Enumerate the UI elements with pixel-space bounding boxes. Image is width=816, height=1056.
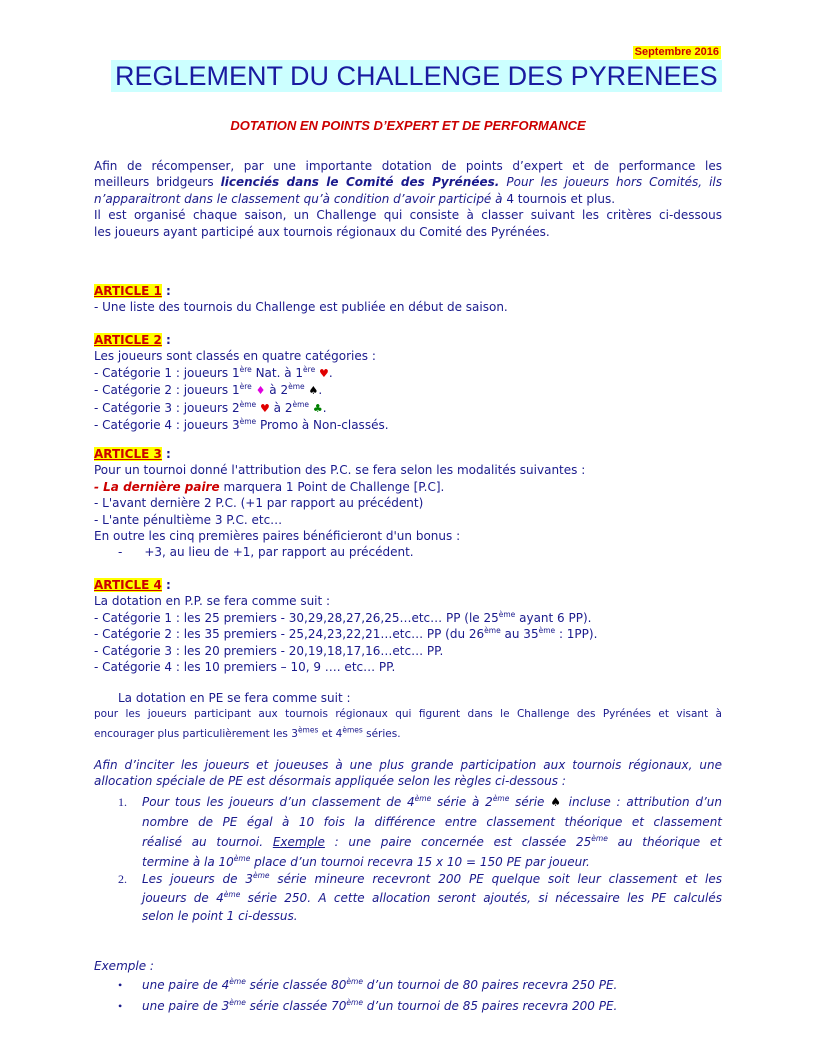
sup: ème <box>229 998 246 1007</box>
intro-paragraph <box>94 158 722 240</box>
article-heading <box>94 283 722 299</box>
article-label: ARTICLE 1 <box>94 284 162 298</box>
article-1 <box>94 283 722 316</box>
intro-line <box>94 191 722 207</box>
example-item <box>118 996 722 1017</box>
page-subtitle: DOTATION EN POINTS D’EXPERT ET DE PERFORMANCE <box>230 118 586 133</box>
allocation-item-2 <box>118 870 722 926</box>
sup: èmes <box>342 725 363 735</box>
intro-line: Il est organisé chaque saison, un Challenge qui consiste à classer suivant les critères ci-dessous <box>94 208 722 223</box>
article-line: En outre les cinq premières paires bénéficieront d'un bonus : <box>94 529 461 544</box>
text: au théorique et <box>607 835 722 849</box>
allocation-line: allocation spéciale de PE est désormais appliquée selon les règles ci-dessous : <box>94 774 566 789</box>
heart-icon: ♥ <box>319 366 329 380</box>
text: - Catégorie 1 : les 25 premiers - 30,29,28,27,26,25…etc… PP (le 25 <box>94 610 499 625</box>
sup: èmes <box>297 725 319 735</box>
spade-icon: ♠ <box>550 795 563 809</box>
allocation-item-1 <box>118 792 723 872</box>
text: Nat. à 1 <box>251 365 304 380</box>
category-line: - Catégorie 3 : les 20 premiers - 20,19,18,17,16…etc… PP. <box>94 643 444 658</box>
sup: ème <box>492 794 510 803</box>
example-link-text: Exemple <box>272 835 325 849</box>
article-colon: : <box>161 447 171 461</box>
text: une paire de 4 <box>142 978 230 992</box>
pe-section <box>94 690 722 742</box>
pe-heading: La dotation en PE se fera comme suit : <box>118 691 351 705</box>
item-line <box>142 889 722 908</box>
article-heading <box>94 577 722 593</box>
sup: ème <box>223 889 241 899</box>
item-line <box>142 870 722 889</box>
item-number: 1. <box>118 795 127 809</box>
text: - Catégorie 1 : joueurs 1 <box>94 365 240 380</box>
date-badge: Septembre 2016 <box>634 46 719 58</box>
sup: ème <box>288 382 305 392</box>
item-line: selon le point 1 ci-dessus. <box>142 909 298 923</box>
intro-italic: Pour les joueurs hors Comités, ils <box>499 175 723 190</box>
article-line: - L'ante pénultième 3 P.C. etc… <box>94 512 283 527</box>
category-line: - Catégorie 3 : joueurs 2ème ♥ à 2ème ♣. <box>94 399 327 415</box>
text: : une paire concernée est classée 25 <box>324 835 592 849</box>
sup: ème <box>253 871 270 880</box>
sup: ème <box>538 626 556 636</box>
text: ayant 6 PP). <box>515 610 592 625</box>
category-line <box>94 626 722 642</box>
text: au 35 <box>500 627 539 642</box>
text: marquera 1 Point de Challenge [P.C]. <box>219 479 445 494</box>
example-item <box>118 975 722 996</box>
pe-line <box>94 723 722 742</box>
sup: ème <box>239 417 257 427</box>
sup: ème <box>346 998 363 1007</box>
article-line: - Une liste des tournois du Challenge est publiée en début de saison. <box>94 300 508 315</box>
text: à 2 <box>269 400 293 415</box>
item-line <box>142 852 722 872</box>
sup: ème <box>414 794 432 803</box>
text: série classée 80 <box>245 978 347 992</box>
item-line <box>142 832 722 852</box>
article-label: ARTICLE 4 <box>94 578 162 592</box>
text: - Catégorie 3 : joueurs 2 <box>94 400 240 415</box>
category-line <box>94 417 722 433</box>
article-line: Pour un tournoi donné l'attribution des P.C. se fera selon les modalités suivantes : <box>94 463 586 478</box>
item-line: nombre de PE égal à 10 fois la différence entre classement théorique et classement <box>142 815 722 829</box>
article-2 <box>94 332 722 433</box>
club-icon: ♣ <box>312 401 323 415</box>
text: place d’un tournoi recevra 15 x 10 = 150 PE par joueur. <box>250 855 590 869</box>
article-line: La dotation en P.P. se fera comme suit : <box>94 594 331 609</box>
example-title: Exemple : <box>94 959 154 973</box>
sup: ème <box>498 609 516 619</box>
sup: ème <box>484 626 501 636</box>
text: - Catégorie 2 : les 35 premiers - 25,24,23,22,21…etc… PP (du 26 <box>94 627 485 642</box>
sup: ère <box>239 382 252 392</box>
article-line <box>94 479 722 495</box>
example-list <box>118 975 722 1017</box>
sup: ème <box>229 977 246 986</box>
text: série mineure recevront 200 PE quelque soit leur classement et les <box>269 872 722 886</box>
sup: ème <box>346 977 363 986</box>
text: Pour tous les joueurs d’un classement de 4 <box>142 795 415 809</box>
sup: ère <box>239 364 252 374</box>
intro-italic: n’apparaitront dans le classement qu’à condition d’avoir participé à <box>94 191 507 206</box>
category-line: - Catégorie 4 : les 10 premiers – 10, 9 …. etc… PP. <box>94 660 396 675</box>
article-heading <box>94 446 722 462</box>
diamond-icon: ♦ <box>255 384 266 398</box>
text: série à 2 <box>431 795 493 809</box>
article-colon: : <box>161 284 171 298</box>
dash: - <box>118 545 123 560</box>
article-3 <box>94 446 722 561</box>
article-label: ARTICLE 2 <box>94 333 162 347</box>
intro-text: 4 tournois et plus. <box>506 191 616 206</box>
intro-line <box>94 174 722 190</box>
page-title: REGLEMENT DU CHALLENGE DES PYRENEES <box>111 60 722 92</box>
pe-line: pour les joueurs participant aux tournois régionaux qui figurent dans le Challenge des Pyrénées et visant à <box>94 708 722 721</box>
category-line <box>94 610 722 626</box>
text: joueurs de 4 <box>142 890 224 905</box>
sup: ème <box>239 399 257 409</box>
allocation-line: Afin d’inciter les joueurs et joueuses à une plus grande participation aux tournois régionaux, une <box>94 758 722 772</box>
bullet-icon: • <box>118 999 123 1013</box>
text: termine à la 10 <box>142 855 234 869</box>
text: réalisé au tournoi. <box>142 835 273 849</box>
text: d’un tournoi de 80 paires recevra 250 PE. <box>362 978 618 992</box>
article-heading <box>94 332 722 348</box>
text: - Catégorie 2 : joueurs 1 <box>94 383 240 398</box>
sup: ème <box>591 834 608 843</box>
text: Les joueurs de 3 <box>142 872 253 886</box>
text: +3, au lieu de +1, par rapport au précédent. <box>144 545 414 560</box>
text: encourager plus particulièrement les 3 <box>94 727 298 740</box>
category-line: - Catégorie 1 : joueurs 1ère Nat. à 1ère ♥. <box>94 364 333 380</box>
article-colon: : <box>161 578 171 592</box>
text: et 4 <box>318 727 343 740</box>
spade-icon: ♠ <box>308 384 319 398</box>
emphasis: - La dernière paire <box>94 479 220 494</box>
text: une paire de 3 <box>142 999 230 1013</box>
allocation-section <box>94 757 722 790</box>
sup: ème <box>292 399 310 409</box>
item-line <box>142 792 722 812</box>
heart-icon: ♥ <box>259 401 270 415</box>
text: série classée 70 <box>245 999 347 1013</box>
text: série <box>509 795 551 809</box>
text: à 2 <box>265 383 289 398</box>
article-line: Les joueurs sont classés en quatre catégories : <box>94 349 376 364</box>
text: série 250. A cette allocation seront ajoutés, si nécessaire les PE calculés <box>240 890 722 905</box>
intro-text: meilleurs bridgeurs <box>94 175 221 190</box>
sup: ème <box>233 854 251 863</box>
article-label: ARTICLE 3 <box>94 447 162 461</box>
category-line: - Catégorie 2 : joueurs 1ère ♦ à 2ème ♠. <box>94 382 323 398</box>
intro-emphasis: licenciés dans le Comité des Pyrénées. <box>220 175 500 190</box>
text: Promo à Non-classés. <box>256 418 389 433</box>
text: d’un tournoi de 85 paires recevra 200 PE. <box>362 999 618 1013</box>
text: séries. <box>362 727 401 740</box>
article-line: - L'avant dernière 2 P.C. (+1 par rapport au précédent) <box>94 496 424 511</box>
text: - Catégorie 4 : joueurs 3 <box>94 418 240 433</box>
article-4 <box>94 577 722 675</box>
text: incluse : attribution d’un <box>562 795 723 809</box>
sup: ère <box>303 364 316 374</box>
item-number: 2. <box>118 872 127 886</box>
text: : 1PP). <box>555 627 598 642</box>
intro-line: Afin de récompenser, par une importante dotation de points d’expert et de performance les <box>94 159 722 173</box>
bullet-icon: • <box>118 978 123 992</box>
article-colon: : <box>161 333 171 347</box>
bonus-line <box>94 544 722 560</box>
intro-line: les joueurs ayant participé aux tournois régionaux du Comité des Pyrénées. <box>94 224 550 239</box>
